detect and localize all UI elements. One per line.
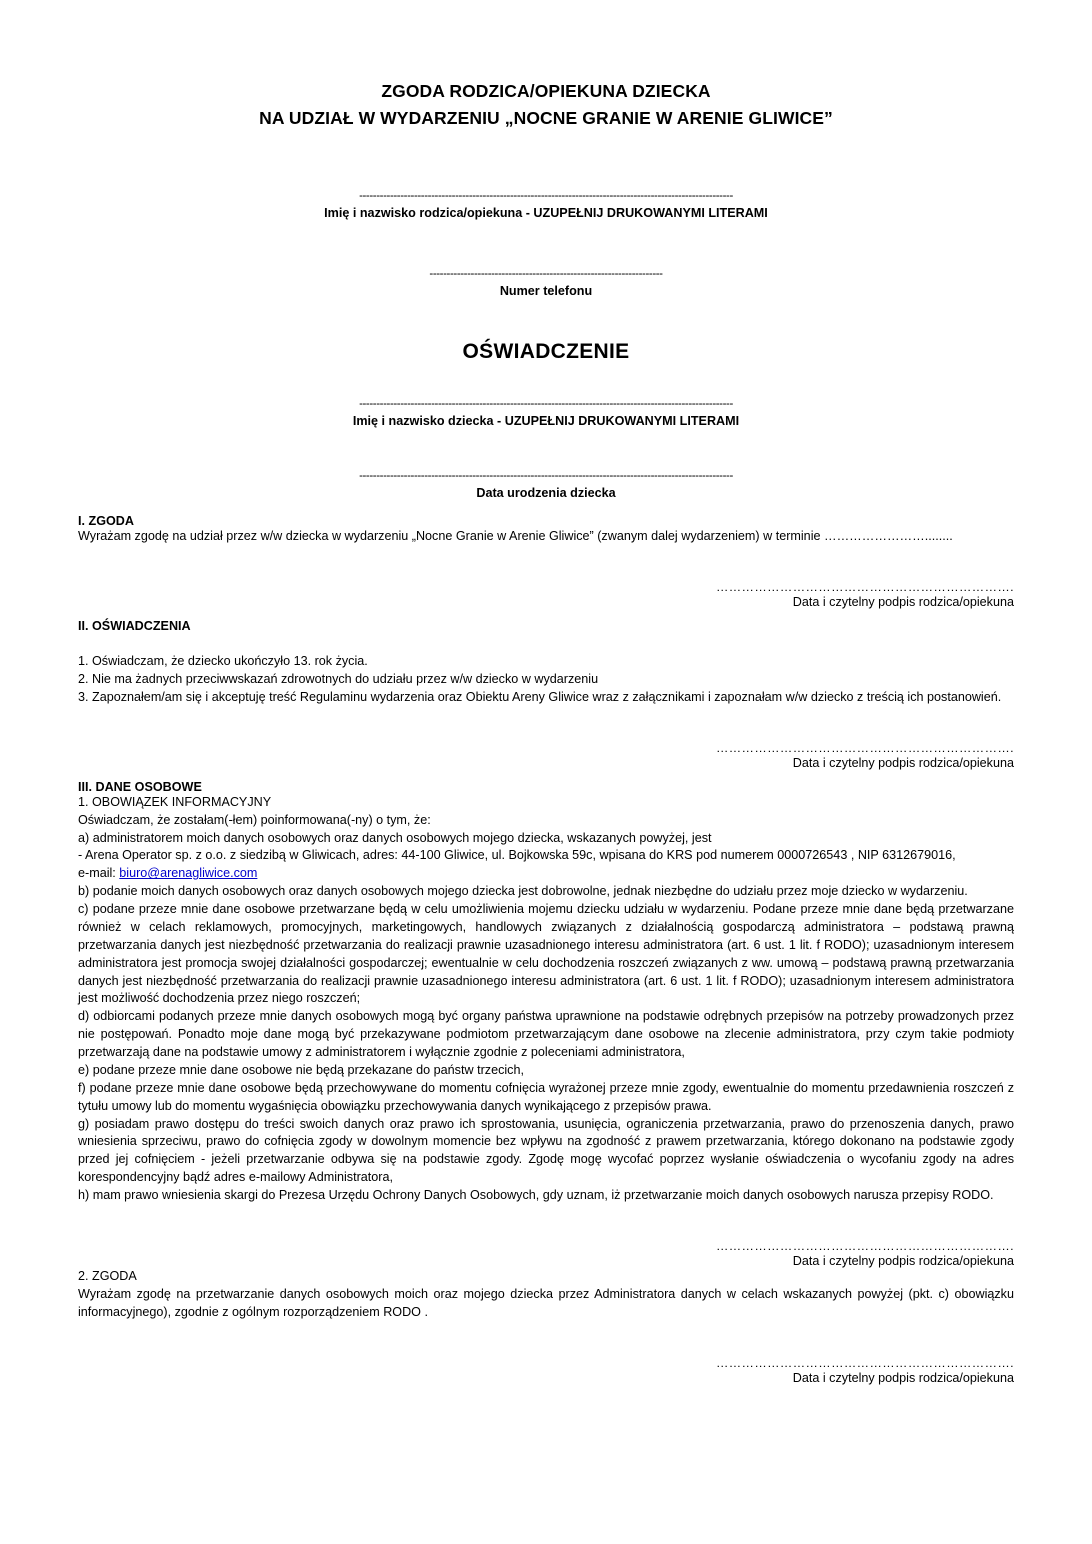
page-title	[78, 78, 1014, 132]
email-label: e-mail:	[78, 866, 120, 881]
statement-item: 3. Zapoznałem/am się i akceptuję treść Regulaminu wydarzenia oraz Obiektu Areny Gliwice wraz z załącznikami i zapoznałam w/w dziecko z treścią ich postanowień.	[78, 689, 1002, 704]
title-line-1: ZGODA RODZICA/OPIEKUNA DZIECKA	[381, 81, 711, 101]
signature-caption: Data i czytelny podpis rodzica/opiekuna	[792, 1253, 1014, 1268]
information-intro: Oświadczam, że zostałam(-łem) poinformowana(-ny) o tym, że:	[78, 812, 431, 827]
signature-line: …………………………………………………………….	[715, 1355, 1014, 1370]
field-caption: Data urodzenia dziecka	[476, 486, 616, 501]
subheading-consent-2: 2. ZGODA	[78, 1268, 137, 1283]
field-caption: Imię i nazwisko dziecka - UZUPEŁNIJ DRUKOWANYMI LITERAMI	[352, 414, 740, 429]
point-e: e) podane przeze mnie dane osobowe nie będą przekazane do państw trzecich,	[78, 1062, 524, 1077]
field-rule: --------------------------------------------------------------------	[429, 268, 663, 281]
signature-line: …………………………………………………………….	[715, 580, 1014, 595]
statement-item: 1. Oświadczam, że dziecko ukończyło 13. rok życia.	[78, 654, 368, 669]
field-rule: -------------------------------------------------------------------------------------------------------------	[359, 398, 733, 411]
administrator-details: - Arena Operator sp. z o.o. z siedzibą w Gliwicach, adres: 44-100 Gliwice, ul. Bojkowska 59c, wpisana do KRS pod numerem 0000726543 , NIP 6312679016,	[78, 848, 956, 863]
signature-line: …………………………………………………………….	[715, 740, 1014, 755]
field-child-birthdate	[78, 470, 1014, 500]
declaration-heading: OŚWIADCZENIE	[462, 340, 630, 364]
signature-line: …………………………………………………………….	[715, 1238, 1014, 1253]
point-h: h) mam prawo wniesienia skargi do Prezesa Urzędu Ochrony Danych Osobowych, gdy uznam, iż przetwarzanie moich danych osobowych narusza przepisy RODO.	[78, 1188, 994, 1202]
signature-caption: Data i czytelny podpis rodzica/opiekuna	[792, 755, 1014, 770]
administrator-email-link[interactable]: biuro@arenagliwice.com	[119, 866, 258, 881]
field-rule: -------------------------------------------------------------------------------------------------------------	[359, 190, 733, 203]
subheading-information-duty: 1. OBOWIĄZEK INFORMACYJNY	[78, 794, 272, 809]
section-heading-statements: II. OŚWIADCZENIA	[78, 619, 191, 634]
field-parent-name	[78, 190, 1014, 220]
signature-block-2	[78, 741, 1014, 770]
field-phone-number	[78, 268, 1014, 298]
field-child-name	[78, 398, 1014, 428]
title-line-2: NA UDZIAŁ W WYDARZENIU „NOCNE GRANIE W ARENIE GLIWICE”	[259, 108, 833, 129]
signature-caption: Data i czytelny podpis rodzica/opiekuna	[792, 1370, 1014, 1385]
administrator-email-line	[78, 865, 1014, 883]
section-heading-consent: I. ZGODA	[78, 514, 134, 529]
statements-list	[78, 653, 1014, 707]
point-f: f) podane przeze mnie dane osobowe będą przechowywane do momentu cofnięcia wyrażonej przeze mnie zgody, ewentualnie do momentu przedawnienia roszczeń z tytułu umowy lub do momentu wygaśnięcia obowiązku przechowywania danych wynikającego z przepisów prawa.	[78, 1080, 1014, 1113]
point-b: b) podanie moich danych osobowych oraz danych osobowych mojego dziecka jest dobrowolne, jednak niezbędne do udziału przez moje dziecko w wydarzeniu.	[78, 884, 968, 899]
signature-block-1	[78, 580, 1014, 609]
section-heading-personal-data: III. DANE OSOBOWE	[78, 779, 202, 794]
point-d: d) odbiorcami podanych przeze mnie danych osobowych mogą być organy państwa uprawnione na podstawie odrębnych przepisów na potrzeby prowadzonych przez nie postępowań. Ponadto moje dane mogą być przekazywane podmiotom przetwarzającym dane osobowe na zlecenie administratora, przy czym takie podmioty przetwarzają dane na podstawie umowy z administratorem i wyłącznie zgodnie z poleceniami administratora,	[78, 1009, 1014, 1059]
field-rule: -------------------------------------------------------------------------------------------------------------	[359, 470, 733, 483]
point-c: c) podane przeze mnie dane osobowe przetwarzane będą w celu umożliwienia mojemu dziecku udziału w wydarzeniu. Podane przeze mnie dane będą przetwarzane również w celach reklamowych, promocyjnych, marketingowych, handlowych związanych z działalnością gospodarczą administratora – podstawą prawną przetwarzania danych jest niezbędność przetwarzania do realizacji prawnie uzasadnionego interesu administratora (art. 6 ust. 1 lit. f RODO); uzasadnionym interesem administratora jest promocja swojej działalności gospodarczej; ewentualnie w celu dochodzenia roszczeń związanych z ww. umową – podstawą prawną przetwarzania danych jest niezbędność przetwarzania do realizacji prawnie uzasadnionego interesu administratora (art. 6 ust. 1 lit. f RODO); uzasadnionym interesem administratora jest możliwość dochodzenia przez niego roszczeń;	[78, 902, 1014, 1006]
field-caption: Imię i nazwisko rodzica/opiekuna - UZUPEŁNIJ DRUKOWANYMI LITERAMI	[324, 206, 768, 221]
point-g: g) posiadam prawo dostępu do treści swoich danych oraz prawo ich sprostowania, usunięcia, ograniczenia przetwarzania, prawo do przenoszenia danych, prawo wniesienia sprzeciwu, prawo do cofnięcia zgody w dowolnym momencie bez wpływu na zgodność z prawem przetwarzania, którego dokonano na podstawie zgody przed jej cofnięciem - jeżeli przetwarzanie odbywa się na podstawie zgody. Zgodę mogę wycofać poprzez wysłanie oświadczenia o wycofaniu zgody na adres korespondencyjny bądź adres e-mailowy Administratora,	[78, 1116, 1014, 1185]
statement-item: 2. Nie ma żadnych przeciwwskazań zdrowotnych do udziału przez w/w dziecko w wydarzeniu	[78, 672, 599, 686]
signature-caption: Data i czytelny podpis rodzica/opiekuna	[792, 595, 1014, 610]
field-caption: Numer telefonu	[499, 284, 593, 299]
signature-block-4	[78, 1356, 1014, 1385]
consent-paragraph: Wyrażam zgodę na udział przez w/w dziecka w wydarzeniu „Nocne Granie w Arenie Gliwice” (zwanym dalej wydarzeniem) w terminie ……………………........	[78, 529, 953, 544]
point-a: a) administratorem moich danych osobowych oraz danych osobowych mojego dziecka, wskazanych powyżej, jest	[78, 830, 712, 845]
consent-2-paragraph: Wyrażam zgodę na przetwarzanie danych osobowych moich oraz mojego dziecka przez Administratora danych w celach wskazanych powyżej (pkt. c) obowiązku informacyjnego), zgodnie z ogólnym rozporządzeniem RODO .	[78, 1286, 1014, 1319]
signature-block-3	[78, 1239, 1014, 1268]
